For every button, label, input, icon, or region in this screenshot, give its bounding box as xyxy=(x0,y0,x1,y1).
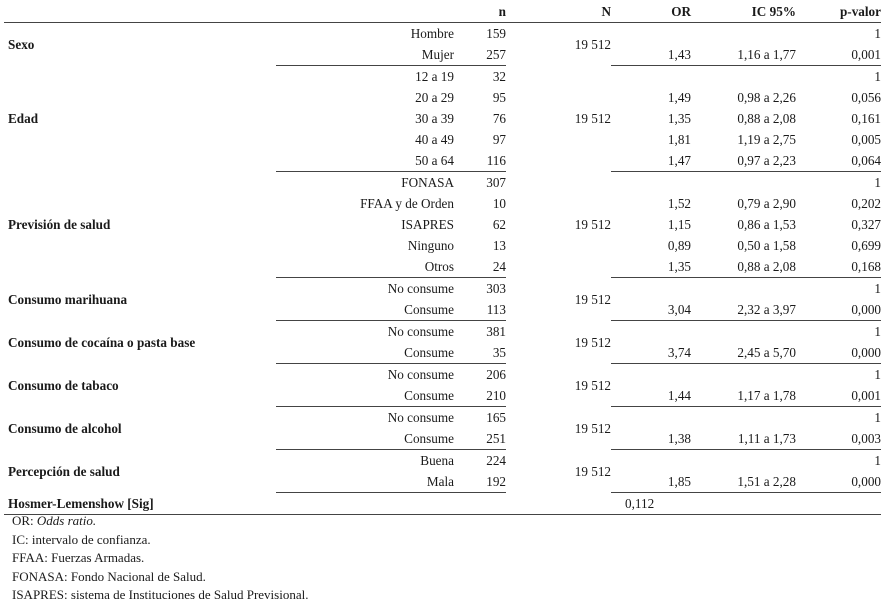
variable-name: Percepción de salud xyxy=(8,463,120,479)
or-cell: 1,38 xyxy=(611,428,691,450)
ic-cell: 1,19 a 2,75 xyxy=(737,132,796,147)
table-row xyxy=(4,172,881,194)
ic-cell xyxy=(691,172,796,194)
ic-cell xyxy=(691,321,796,343)
or-cell xyxy=(611,278,691,300)
footnote xyxy=(12,586,308,605)
ic-cell: 2,32 a 3,97 xyxy=(691,299,796,321)
category-cell: 50 a 64 xyxy=(276,150,454,172)
ic-cell: 0,86 a 1,53 xyxy=(737,217,796,232)
p-value-cell: 0,005 xyxy=(851,132,881,147)
p-value-cell: 1 xyxy=(874,453,881,468)
footnote-abbr: FONASA: xyxy=(12,568,68,584)
ic-cell xyxy=(691,407,796,429)
p-value-cell: 0,056 xyxy=(851,90,881,105)
ic-cell: 1,51 a 2,28 xyxy=(691,471,796,493)
n-cell: 95 xyxy=(492,90,506,105)
or-cell: 1,85 xyxy=(611,471,691,493)
category-cell: Ninguno xyxy=(407,238,454,253)
or-cell: 3,74 xyxy=(611,342,691,364)
p-value-cell: 0,001 xyxy=(796,44,881,66)
footnote-abbr: FFAA: xyxy=(12,550,48,565)
category-cell: 12 a 19 xyxy=(415,69,454,84)
table-row xyxy=(4,278,881,300)
n-cell: 35 xyxy=(454,342,506,364)
p-value-cell: 0,699 xyxy=(851,238,881,253)
category-cell: Consume xyxy=(276,385,454,407)
footnote-text: intervalo de confianza. xyxy=(31,531,151,547)
or-cell: 1,44 xyxy=(611,385,691,407)
p-value-cell: 0,003 xyxy=(796,428,881,450)
N-cell: 19 512 xyxy=(574,334,611,350)
ic-cell: 1,17 a 1,78 xyxy=(691,385,796,407)
ic-cell: 0,97 a 2,23 xyxy=(691,150,796,172)
category-cell: Consume xyxy=(276,342,454,364)
n-cell: 13 xyxy=(492,238,506,253)
category-cell: 20 a 29 xyxy=(415,90,454,105)
n-cell: 381 xyxy=(486,324,506,339)
or-cell: 1,43 xyxy=(611,44,691,66)
or-cell: 3,04 xyxy=(611,299,691,321)
or-cell xyxy=(611,23,691,45)
p-value-cell: 1 xyxy=(874,410,881,425)
p-value-cell: 1 xyxy=(874,26,881,41)
or-cell xyxy=(611,407,691,429)
p-value-cell: 0,001 xyxy=(796,385,881,407)
category-cell: FONASA xyxy=(401,175,454,190)
or-cell xyxy=(611,321,691,343)
p-value-cell: 0,168 xyxy=(796,256,881,278)
n-cell: 116 xyxy=(454,150,506,172)
ic-cell xyxy=(691,450,796,472)
p-value-cell: 0,327 xyxy=(851,217,881,232)
table-row xyxy=(4,23,881,45)
table-row xyxy=(4,407,881,429)
results-table xyxy=(4,1,881,515)
hosmer-label: Hosmer-Lemenshow [Sig] xyxy=(4,493,611,515)
N-cell: 19 512 xyxy=(574,420,611,436)
n-cell: 224 xyxy=(486,453,506,468)
n-cell: 24 xyxy=(454,256,506,278)
n-cell: 97 xyxy=(492,132,506,147)
n-cell: 62 xyxy=(492,217,506,232)
n-cell: 76 xyxy=(492,111,506,126)
n-cell: 251 xyxy=(454,428,506,450)
variable-name: Consumo marihuana xyxy=(8,291,128,307)
or-cell xyxy=(611,364,691,386)
ic-cell xyxy=(691,364,796,386)
N-cell: 19 512 xyxy=(574,377,611,393)
footnote-abbr: OR: xyxy=(12,513,34,528)
ic-cell xyxy=(691,66,796,88)
n-cell: 307 xyxy=(486,175,506,190)
n-cell: 192 xyxy=(454,471,506,493)
ic-cell: 0,88 a 2,08 xyxy=(737,111,796,126)
category-cell: No consume xyxy=(387,281,454,296)
variable-name: Sexo xyxy=(8,36,35,52)
category-cell: 40 a 49 xyxy=(415,132,454,147)
footnote-abbr: ISAPRES: xyxy=(12,587,68,602)
ic-cell: 0,98 a 2,26 xyxy=(737,90,796,105)
footnote-text: Odds ratio. xyxy=(36,513,97,528)
ic-cell: 0,88 a 2,08 xyxy=(691,256,796,278)
footnote xyxy=(12,568,308,587)
N-cell: 19 512 xyxy=(574,36,611,52)
header-ic: IC 95% xyxy=(691,1,796,23)
n-cell: 206 xyxy=(486,367,506,382)
footnote-text: Fondo Nacional de Salud. xyxy=(70,568,206,584)
footnote-text: Fuerzas Armadas. xyxy=(51,550,145,565)
N-cell: 19 512 xyxy=(574,291,611,307)
p-value-cell: 1 xyxy=(874,324,881,339)
table-row xyxy=(4,66,881,88)
category-cell: ISAPRES xyxy=(401,217,454,232)
or-cell xyxy=(611,450,691,472)
or-cell: 0,89 xyxy=(667,238,691,253)
variable-name: Consumo de alcohol xyxy=(8,420,122,436)
ic-cell: 1,16 a 1,77 xyxy=(691,44,796,66)
header-variable xyxy=(4,1,276,23)
or-cell: 1,15 xyxy=(667,217,691,232)
ic-cell: 1,11 a 1,73 xyxy=(691,428,796,450)
category-cell: Hombre xyxy=(410,26,454,41)
n-cell: 165 xyxy=(486,410,506,425)
variable-name: Consumo de tabaco xyxy=(8,377,119,393)
variable-name: Edad xyxy=(8,111,39,126)
header-n: n xyxy=(454,1,506,23)
category-cell: No consume xyxy=(387,324,454,339)
table-body xyxy=(4,23,881,515)
p-value-cell: 1 xyxy=(874,69,881,84)
ic-cell xyxy=(691,23,796,45)
table-row xyxy=(4,450,881,472)
footnote-text: sistema de Instituciones de Salud Previsional. xyxy=(70,587,309,602)
or-cell: 1,47 xyxy=(611,150,691,172)
category-cell: Consume xyxy=(276,299,454,321)
or-cell: 1,35 xyxy=(611,256,691,278)
n-cell: 32 xyxy=(492,69,506,84)
table-row xyxy=(4,364,881,386)
hosmer-value: 0,112 xyxy=(611,493,881,515)
ic-cell: 0,79 a 2,90 xyxy=(737,196,796,211)
or-cell xyxy=(611,66,691,88)
or-cell: 1,35 xyxy=(667,111,691,126)
ic-cell: 0,50 a 1,58 xyxy=(737,238,796,253)
n-cell: 159 xyxy=(486,26,506,41)
category-cell: Buena xyxy=(420,453,454,468)
category-cell: Consume xyxy=(276,428,454,450)
category-cell: Otros xyxy=(276,256,454,278)
N-cell: 19 512 xyxy=(574,111,611,126)
header-p: p-valor xyxy=(796,1,881,23)
N-cell: 19 512 xyxy=(574,463,611,479)
category-cell: 30 a 39 xyxy=(415,111,454,126)
n-cell: 113 xyxy=(454,299,506,321)
category-cell: Mujer xyxy=(276,44,454,66)
footnotes xyxy=(12,512,308,605)
variable-name: Previsión de salud xyxy=(8,217,111,232)
p-value-cell: 0,000 xyxy=(796,342,881,364)
n-cell: 10 xyxy=(492,196,506,211)
category-cell: No consume xyxy=(387,410,454,425)
ic-cell: 2,45 a 5,70 xyxy=(691,342,796,364)
or-cell: 1,52 xyxy=(667,196,691,211)
header-or: OR xyxy=(611,1,691,23)
p-value-cell: 1 xyxy=(874,175,881,190)
p-value-cell: 0,000 xyxy=(796,471,881,493)
category-cell: FFAA y de Orden xyxy=(360,196,454,211)
category-cell: No consume xyxy=(387,367,454,382)
or-cell: 1,81 xyxy=(667,132,691,147)
variable-name: Consumo de cocaína o pasta base xyxy=(8,334,196,350)
p-value-cell: 1 xyxy=(874,367,881,382)
ic-cell xyxy=(691,278,796,300)
header-row xyxy=(4,1,881,23)
table-row xyxy=(4,321,881,343)
p-value-cell: 0,202 xyxy=(851,196,881,211)
header-N: N xyxy=(506,1,611,23)
footnote xyxy=(12,531,308,550)
p-value-cell: 0,064 xyxy=(796,150,881,172)
n-cell: 257 xyxy=(454,44,506,66)
footnote-abbr: IC: xyxy=(12,531,29,547)
or-cell: 1,49 xyxy=(667,90,691,105)
header-category xyxy=(276,1,454,23)
p-value-cell: 1 xyxy=(874,281,881,296)
footnote xyxy=(12,549,308,568)
n-cell: 303 xyxy=(486,281,506,296)
category-cell: Mala xyxy=(276,471,454,493)
n-cell: 210 xyxy=(454,385,506,407)
p-value-cell: 0,161 xyxy=(851,111,881,126)
footnote xyxy=(12,512,308,531)
p-value-cell: 0,000 xyxy=(796,299,881,321)
N-cell: 19 512 xyxy=(574,217,611,232)
or-cell xyxy=(611,172,691,194)
